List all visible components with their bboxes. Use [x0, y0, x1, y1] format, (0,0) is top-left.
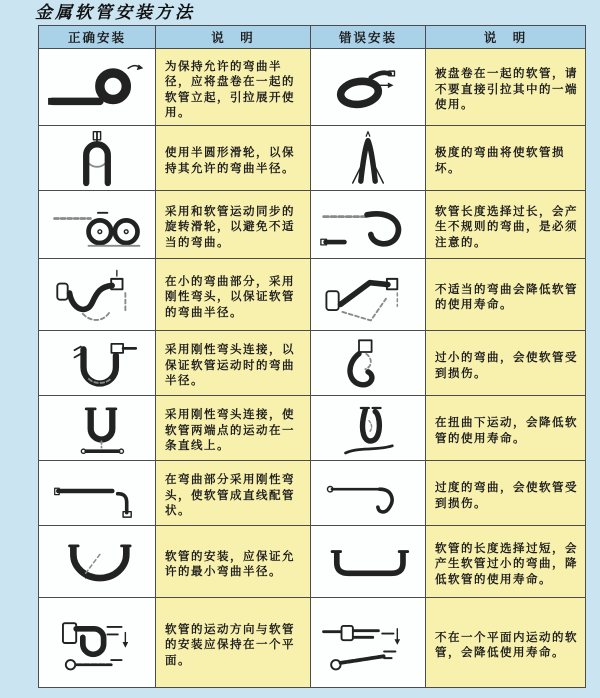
wrong-description: 在扭曲下运动，会降低软管的使用寿命。: [426, 396, 585, 461]
rigid-elbow-at-small-bend-icon: [45, 263, 149, 327]
rigid-elbow-u-connection-icon: [45, 334, 149, 392]
wrong-illustration-cell: [311, 259, 426, 331]
wrong-description: 被盘卷在一起的软管，请不要直接引拉其中的一端使用。: [426, 49, 585, 126]
wrong-description: 不在一个平面内运动的软管，会降低使用寿命。: [426, 598, 585, 687]
correct-description: 为保持允许的弯曲半径，应将盘卷在一起的软管立起，引拉展开使用。: [156, 49, 311, 126]
correct-description: 在小的弯曲部分，采用刚性弯头，以保证软管的弯曲半径。: [156, 259, 311, 331]
wrong-description: 软管长度选择过长，会产生不规则的弯曲，是必须注意的。: [426, 191, 585, 259]
wrong-illustration-cell: [311, 331, 426, 396]
correct-illustration-cell: [39, 259, 156, 331]
correct-illustration-cell: [39, 191, 156, 259]
correct-illustration-cell: [39, 126, 156, 191]
wrong-illustration-cell: [311, 461, 426, 526]
overlong-hose-irregular-bend-icon: [316, 194, 420, 254]
correct-description: 采用刚性弯头连接，使软管两端点的运动在一条直线上。: [156, 396, 311, 461]
correct-description: 软管的运动方向与软管的安装应保持在一个平面。: [156, 598, 311, 687]
wrong-description: 软管的长度选择过短，会产生软管过小的弯曲，降低软管的使用寿命。: [426, 526, 585, 598]
wrong-description: 极度的弯曲将使软管损坏。: [426, 126, 585, 191]
twisted-hose-motion-icon: [316, 399, 420, 457]
wrong-illustration-cell: [311, 598, 426, 687]
correct-description: 使用半圆形滑轮，以保持其允许的弯曲半径。: [156, 126, 311, 191]
planar-motion-installation-icon: [45, 602, 149, 682]
wrong-description: 过度的弯曲，会使软管受到损伤。: [426, 461, 585, 526]
wrong-illustration-cell: [311, 526, 426, 598]
wrong-illustration-cell: [311, 49, 426, 126]
hose-on-semicircular-pulley-icon: [45, 129, 149, 187]
wrong-illustration-cell: [311, 191, 426, 259]
correct-illustration-cell: [39, 396, 156, 461]
synchronized-rotating-pulleys-icon: [45, 194, 149, 254]
straight-line-end-motion-u-icon: [45, 399, 149, 457]
correct-illustration-cell: [39, 461, 156, 526]
coiled-hose-pulled-icon: [316, 53, 420, 121]
wrong-description: 不适当的弯曲会降低软管的使用寿命。: [426, 259, 585, 331]
correct-illustration-cell: [39, 598, 156, 687]
extreme-bend-icon: [316, 129, 420, 187]
header-wrong-install: 错误安装: [311, 26, 426, 49]
wrong-description: 过小的弯曲，会使软管受到损伤。: [426, 331, 585, 396]
straight-piping-with-elbow-icon: [45, 464, 149, 522]
too-short-hose-icon: [316, 530, 420, 594]
too-small-bend-icon: [316, 334, 420, 392]
correct-description: 软管的安装，应保证允许的最小弯曲半径。: [156, 526, 311, 598]
coiled-hose-unrolling-icon: [45, 53, 149, 121]
minimum-bend-radius-u-icon: [45, 530, 149, 594]
page-title: 金属软管安装方法: [35, 3, 195, 23]
excessive-bend-icon: [316, 464, 420, 522]
non-planar-motion-icon: [316, 602, 420, 682]
header-wrong-description: 说 明: [426, 26, 585, 49]
header-correct-description: 说 明: [156, 26, 311, 49]
header-correct-install: 正确安装: [39, 26, 156, 49]
improper-bend-icon: [316, 263, 420, 327]
correct-illustration-cell: [39, 526, 156, 598]
correct-description: 采用刚性弯头连接，以保证软管运动时的弯曲半径。: [156, 331, 311, 396]
correct-description: 采用和软管运动同步的旋转滑轮，以避免不适当的弯曲。: [156, 191, 311, 259]
wrong-illustration-cell: [311, 396, 426, 461]
correct-illustration-cell: [39, 49, 156, 126]
installation-guide-table: [38, 25, 586, 688]
correct-illustration-cell: [39, 331, 156, 396]
correct-description: 在弯曲部分采用刚性弯头，使软管成直线配管状。: [156, 461, 311, 526]
wrong-illustration-cell: [311, 126, 426, 191]
